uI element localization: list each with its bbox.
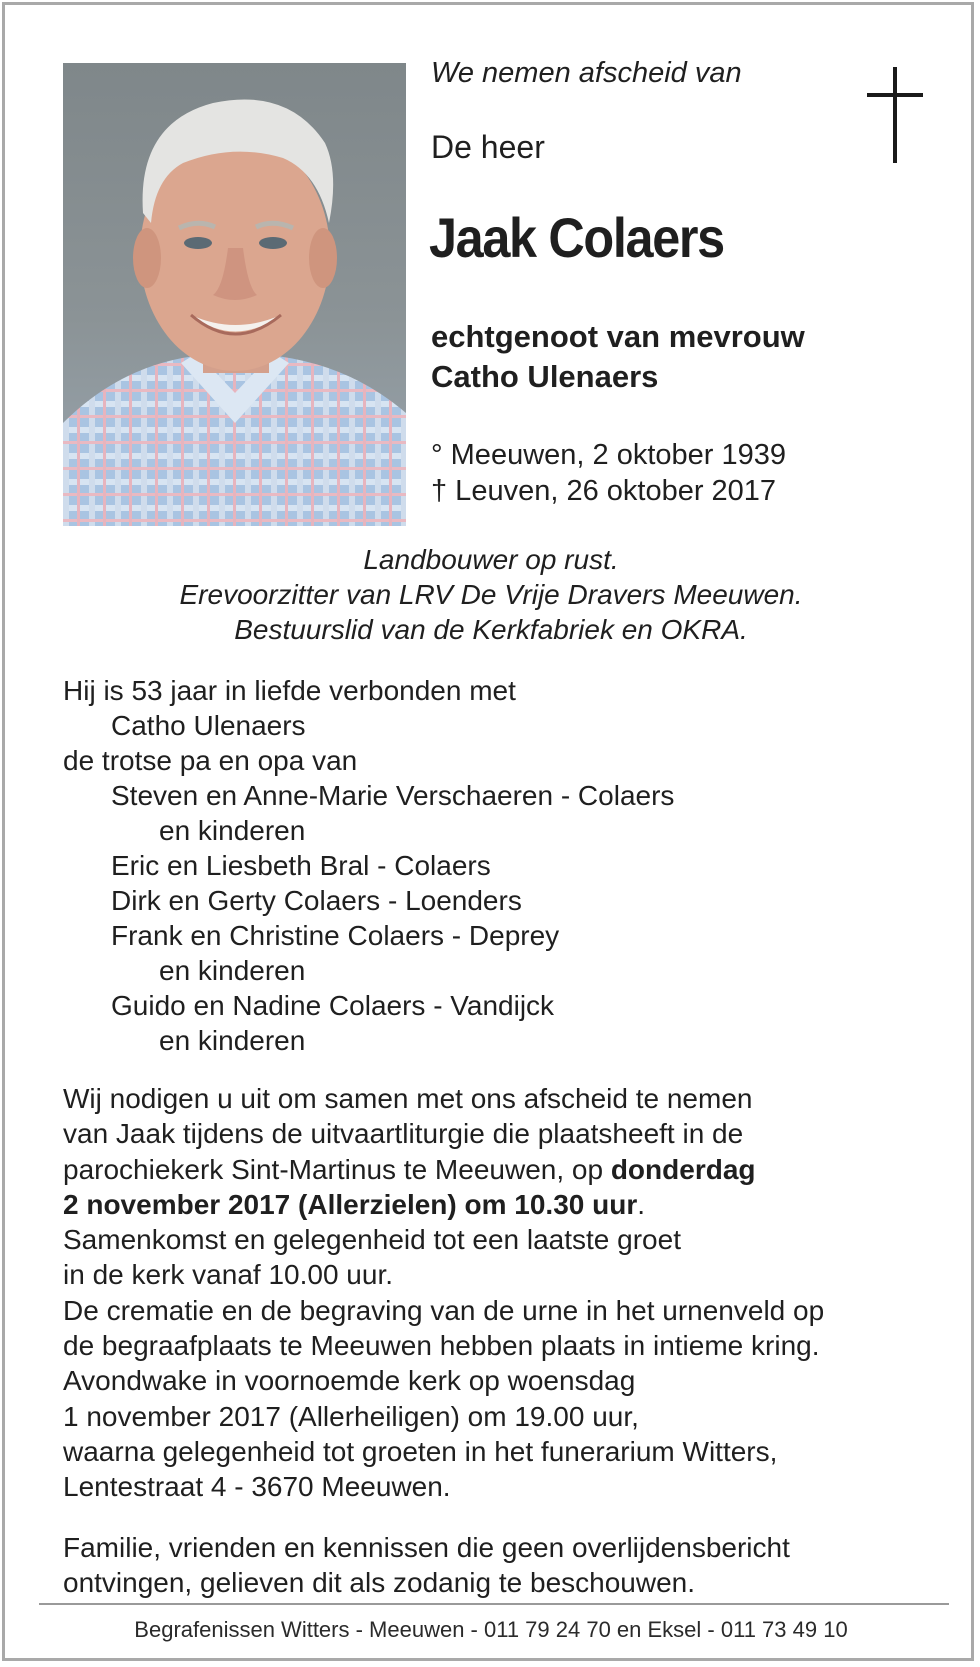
spouse-block xyxy=(431,317,805,397)
family-line: en kinderen xyxy=(159,955,306,986)
ceremony-line: 1 november 2017 (Allerheiligen) om 19.00 uur, xyxy=(63,1400,639,1432)
obituary-card xyxy=(2,2,974,1661)
family-list xyxy=(63,673,674,1058)
ceremony-line: Samenkomst en gelegenheid tot een laatste groet xyxy=(63,1224,681,1256)
ceremony-line: waarna gelegenheid tot groeten in het funerarium Witters, xyxy=(63,1435,778,1467)
ceremony-text: . xyxy=(637,1188,646,1220)
family-line: Steven en Anne-Marie Verschaeren - Colaers xyxy=(111,780,675,811)
portrait-photo xyxy=(63,63,406,526)
spouse-line: echtgenoot van mevrouw xyxy=(431,319,805,354)
ceremony-line: van Jaak tijdens de uitvaartliturgie die plaatsheeft in de xyxy=(63,1118,744,1150)
ceremony-datetime: 2 november 2017 (Allerzielen) om 10.30 uur xyxy=(63,1188,638,1220)
intro-text: We nemen afscheid van xyxy=(431,57,742,89)
family-line: Catho Ulenaers xyxy=(111,710,306,741)
family-line: en kinderen xyxy=(159,815,306,846)
role-line: Erevoorzitter van LRV De Vrije Dravers Meeuwen. xyxy=(179,579,803,610)
ceremony-paragraph xyxy=(63,1081,824,1505)
family-line: Frank en Christine Colaers - Deprey xyxy=(111,920,560,951)
footer-divider xyxy=(39,1603,949,1605)
spouse-name: Catho Ulenaers xyxy=(431,359,659,394)
closing-line: ontvingen, gelieven dit als zodanig te beschouwen. xyxy=(63,1567,695,1599)
ceremony-day: donderdag xyxy=(610,1153,756,1185)
ceremony-line: Wij nodigen u uit om samen met ons afscheid te nemen xyxy=(63,1083,753,1114)
closing-line: Familie, vrienden en kennissen die geen overlijdensbericht xyxy=(63,1532,790,1563)
birth-date: ° Meeuwen, 2 oktober 1939 xyxy=(431,439,786,471)
family-line: en kinderen xyxy=(159,1025,306,1056)
ceremony-line xyxy=(63,1187,824,1222)
family-line: Eric en Liesbeth Bral - Colaers xyxy=(111,850,491,881)
ceremony-text: parochiekerk Sint-Martinus te Meeuwen, op xyxy=(63,1153,611,1185)
family-line: Guido en Nadine Colaers - Vandijck xyxy=(111,990,555,1021)
latin-cross-icon xyxy=(867,67,927,167)
roles-block xyxy=(5,542,977,647)
ceremony-line xyxy=(63,1152,824,1187)
footer-contact: Begrafenissen Witters - Meeuwen - 011 79 24 70 en Eksel - 011 73 49 10 xyxy=(134,1617,848,1642)
salutation: De heer xyxy=(431,129,545,165)
ceremony-line: De crematie en de begraving van de urne in het urnenveld op xyxy=(63,1294,825,1326)
family-line: Dirk en Gerty Colaers - Loenders xyxy=(111,885,522,916)
family-line: de trotse pa en opa van xyxy=(63,745,358,776)
ceremony-line: in de kerk vanaf 10.00 uur. xyxy=(63,1259,393,1291)
ceremony-line: de begraafplaats te Meeuwen hebben plaats in intieme kring. xyxy=(63,1330,820,1362)
role-line: Landbouwer op rust. xyxy=(363,544,619,575)
ceremony-line: Lentestraat 4 - 3670 Meeuwen. xyxy=(63,1471,451,1503)
family-line: Hij is 53 jaar in liefde verbonden met xyxy=(63,675,516,706)
closing-paragraph xyxy=(63,1530,790,1601)
deceased-name: Jaak Colaers xyxy=(429,206,724,269)
death-date: † Leuven, 26 oktober 2017 xyxy=(431,475,777,507)
life-dates xyxy=(431,437,786,509)
role-line: Bestuurslid van de Kerkfabriek en OKRA. xyxy=(234,614,748,645)
ceremony-line: Avondwake in voornoemde kerk op woensdag xyxy=(63,1365,636,1397)
